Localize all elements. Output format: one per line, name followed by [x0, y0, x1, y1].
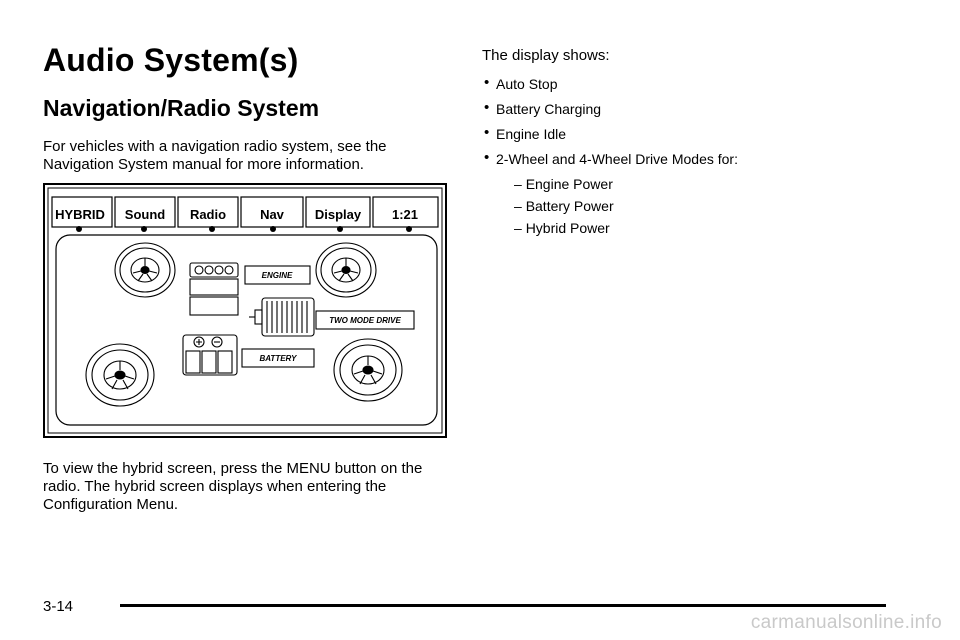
list-item-text: 2-Wheel and 4-Wheel Drive Modes for: — [496, 151, 738, 167]
bullet-icon: • — [484, 74, 490, 91]
tab-label: Sound — [124, 207, 166, 222]
list-item-text: Battery Charging — [496, 101, 602, 117]
engine-label: ENGINE — [261, 271, 293, 280]
tab-label: HYBRID — [55, 207, 105, 222]
watermark: carmanualsonline.info — [750, 612, 942, 633]
page-title: Audio System(s) — [43, 42, 299, 78]
tab-label: Nav — [260, 207, 284, 222]
two-mode-drive-label: TWO MODE DRIVE — [329, 316, 401, 325]
sub-list-item — [514, 176, 922, 192]
sub-list-item — [514, 220, 922, 236]
bullet-icon: • — [484, 149, 490, 166]
page-number: 3-14 — [43, 598, 74, 615]
sub-list-item — [514, 198, 922, 214]
display-list-lead: The display shows: — [482, 47, 610, 64]
list-item — [486, 151, 922, 167]
bullet-icon: • — [484, 99, 490, 116]
instructions-paragraph: To view the hybrid screen, press the MENU button on the radio. The hybrid screen displays when entering the Configuration Menu. — [43, 460, 423, 513]
battery-label: BATTERY — [259, 354, 297, 363]
bullet-icon: • — [484, 124, 490, 141]
dash-icon: – — [514, 176, 526, 192]
sub-list-item-text: Engine Power — [525, 176, 613, 192]
list-item — [486, 76, 922, 92]
dash-icon: – — [514, 220, 526, 236]
dash-icon: – — [514, 198, 526, 214]
sub-list-item-text: Hybrid Power — [525, 220, 610, 236]
tab-label: Radio — [189, 207, 227, 222]
list-item-text: Auto Stop — [496, 76, 558, 92]
hybrid-screen-figure — [43, 183, 447, 438]
intro-paragraph: For vehicles with a navigation radio system, see the Navigation System manual for more information. — [43, 138, 387, 173]
tab-label: 1:21 — [391, 207, 419, 222]
sub-list-item-text: Battery Power — [525, 198, 614, 214]
list-item — [486, 101, 922, 117]
footer-rule — [120, 604, 886, 607]
tab-label: Display — [314, 207, 362, 222]
section-title: Navigation/Radio System — [43, 95, 320, 121]
display-list — [482, 47, 922, 242]
tab-bar — [52, 197, 438, 232]
list-item-text: Engine Idle — [496, 126, 567, 142]
list-item — [486, 126, 922, 142]
